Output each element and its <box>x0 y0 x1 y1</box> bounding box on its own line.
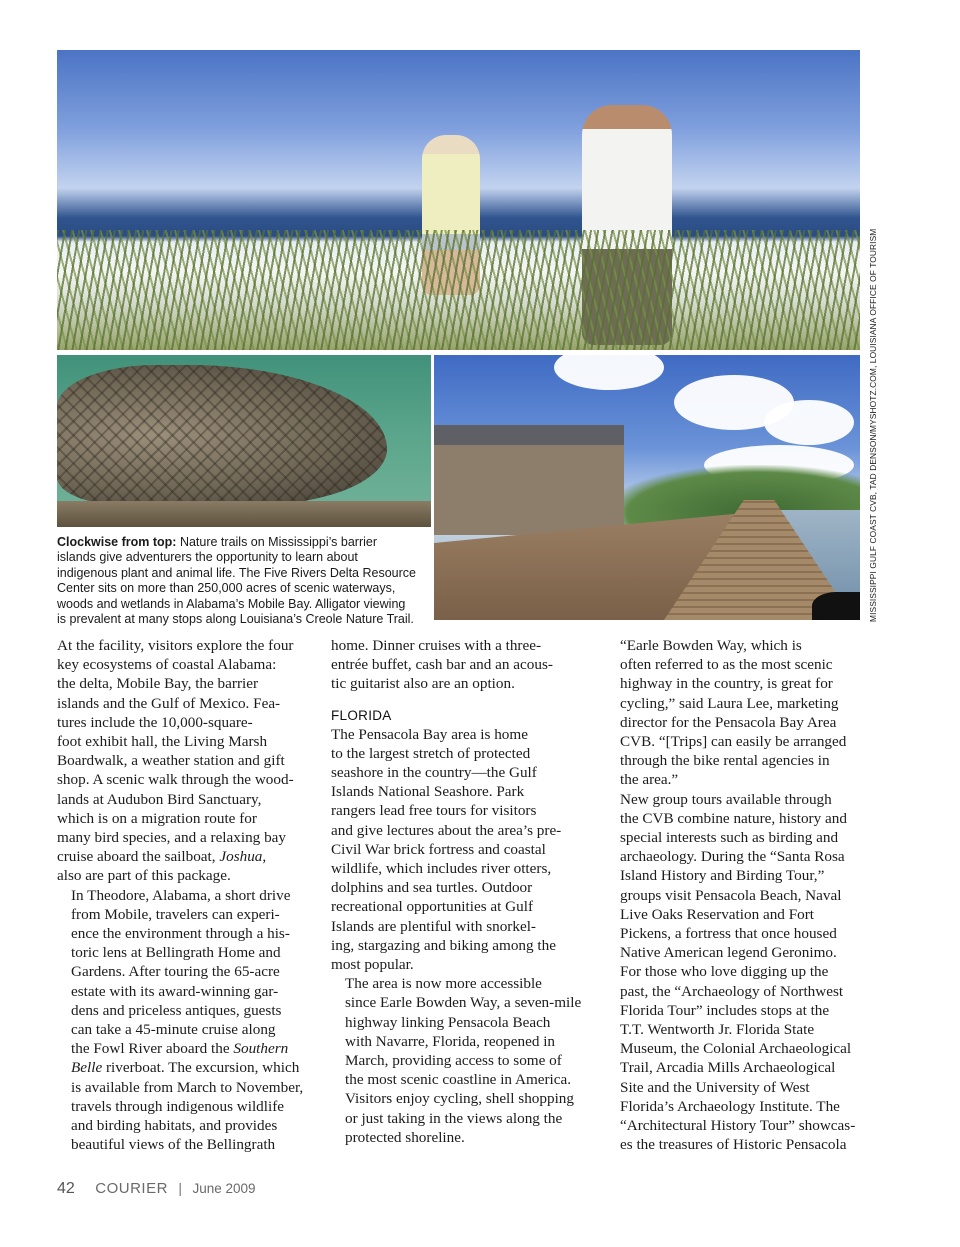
text-line: dolphins and sea turtles. Outdoor <box>331 879 533 897</box>
photo-alligator <box>57 355 431 527</box>
paragraph <box>57 636 307 886</box>
text-line: special interests such as birding and <box>620 829 839 847</box>
text-line: foot exhibit hall, the Living Marsh <box>57 733 268 751</box>
text-line: groups visit Pensacola Beach, Naval <box>620 886 842 904</box>
text-line: “Architectural History Tour” showcas- <box>620 1117 856 1135</box>
text-line: Florida’s Archaeology Institute. The <box>620 1097 840 1115</box>
text-line: recreational opportunities at Gulf <box>331 898 534 916</box>
text-line: Museum, the Colonial Archaeological <box>620 1040 852 1058</box>
text-line: ing, stargazing and biking among the <box>331 936 556 954</box>
article-column-1 <box>57 636 307 1154</box>
text-line: and birding habitats, and provides <box>71 1117 278 1135</box>
alligator-figure <box>57 365 387 505</box>
paragraph <box>331 974 585 1147</box>
text-line: At the facility, visitors explore the four <box>57 637 294 654</box>
caption-line: woods and wetlands in Alabama’s Mobile Bay. Alligator viewing <box>57 596 406 611</box>
text-fragment: the Fowl River aboard the <box>71 1040 234 1058</box>
section-heading-florida: FLORIDA <box>331 707 392 723</box>
text-line: Florida Tour” includes stops at the <box>620 1001 830 1019</box>
text-fragment: , <box>262 848 267 866</box>
text-line <box>57 847 307 866</box>
text-line: the most scenic coastline in America. <box>345 1071 572 1089</box>
resource-center-building <box>434 425 624 535</box>
text-line: Pickens, a fortress that once housed <box>620 925 837 943</box>
text-line: ence the environment through a his- <box>71 925 290 943</box>
text-line: many bird species, and a relaxing bay <box>57 829 286 847</box>
text-line: wildlife, which includes river otters, <box>331 860 552 878</box>
photo-credit: MISSISSIPPI GULF COAST CVB, TAD DENSON/MYSHOTZ.COM, LOUISIANA OFFICE OF TOURISM <box>868 228 878 622</box>
text-line: from Mobile, travelers can experi- <box>71 905 280 923</box>
text-line: through the bike rental agencies in <box>620 752 830 770</box>
photo-caption <box>57 535 429 627</box>
text-line: Trail, Arcadia Mills Archaeological <box>620 1059 836 1077</box>
paragraph <box>57 886 307 1155</box>
sea-oats-grass <box>57 230 860 350</box>
text-line: with Navarre, Florida, reopened in <box>345 1032 556 1050</box>
text-line: also are part of this package. <box>57 867 231 885</box>
text-line: New group tours available through <box>620 790 832 808</box>
photo-resource-center-pier <box>434 355 860 620</box>
text-line: March, providing access to some of <box>345 1052 562 1070</box>
paragraph <box>606 790 860 1155</box>
text-line: often referred to as the most scenic <box>620 656 833 674</box>
text-line <box>57 1058 307 1077</box>
text-line: archaeology. During the “Santa Rosa <box>620 848 845 866</box>
page-number: 42 <box>57 1180 75 1197</box>
text-line: Native American legend Geronimo. <box>620 944 837 962</box>
text-line: director for the Pensacola Bay Area <box>620 713 837 731</box>
text-line: T.T. Wentworth Jr. Florida State <box>620 1021 815 1039</box>
text-line: In Theodore, Alabama, a short drive <box>71 886 291 904</box>
text-line: rangers lead free tours for visitors <box>331 802 537 820</box>
text-line: the CVB combine nature, history and <box>620 809 847 827</box>
text-fragment: riverboat. The excursion, which <box>102 1059 300 1077</box>
text-line: shop. A scenic walk through the wood- <box>57 771 294 789</box>
cloud <box>764 400 854 445</box>
article-column-2 <box>331 636 585 1147</box>
text-line: tures include the 10,000-square- <box>57 713 253 731</box>
caption-line: islands give adventurers the opportunity to learn about <box>57 550 358 565</box>
text-line: lands at Audubon Bird Sanctuary, <box>57 790 262 808</box>
text-line: Islands National Seashore. Park <box>331 783 525 801</box>
text-fragment: cruise aboard the sailboat, <box>57 848 220 866</box>
text-line: Boardwalk, a weather station and gift <box>57 752 285 770</box>
text-line: “Earle Bowden Way, which is <box>620 637 802 654</box>
photo-beach-hikers <box>57 50 860 350</box>
boat-name-italic: Belle <box>71 1059 103 1077</box>
text-line: can take a 45-minute cruise along <box>71 1021 276 1039</box>
log-figure <box>57 501 431 527</box>
text-line: Civil War brick fortress and coastal <box>331 840 546 858</box>
text-line: For those who love digging up the <box>620 963 829 981</box>
text-line: most popular. <box>331 956 414 974</box>
publication-name: COURIER <box>95 1180 168 1197</box>
text-line: entrée buffet, cash bar and an acous- <box>331 656 553 674</box>
text-line: islands and the Gulf of Mexico. Fea- <box>57 694 281 712</box>
text-line: Island History and Birding Tour,” <box>620 867 825 885</box>
text-line: the area.” <box>620 771 679 789</box>
text-line: is available from March to November, <box>71 1078 304 1096</box>
text-line <box>57 1039 307 1058</box>
caption-line: Center sits on more than 250,000 acres of scenic waterways, <box>57 581 396 596</box>
text-line: The area is now more accessible <box>345 975 542 993</box>
text-line: or just taking in the views along the <box>345 1109 563 1127</box>
text-line: seashore in the country—the Gulf <box>331 764 537 782</box>
article-column-3 <box>606 636 860 1154</box>
text-line: es the treasures of Historic Pensacola <box>620 1136 847 1154</box>
text-line: toric lens at Bellingrath Home and <box>71 944 281 962</box>
text-line: estate with its award-winning gar- <box>71 982 279 1000</box>
issue-date: June 2009 <box>192 1181 256 1196</box>
text-line: tic guitarist also are an option. <box>331 675 515 693</box>
text-line: highway linking Pensacola Beach <box>345 1013 551 1031</box>
text-line: which is on a migration route for <box>57 809 257 827</box>
caption-lead: Clockwise from top: <box>57 535 177 549</box>
text-line: beautiful views of the Bellingrath <box>71 1136 276 1154</box>
text-line: travels through indigenous wildlife <box>71 1097 285 1115</box>
text-line: key ecosystems of coastal Alabama: <box>57 656 277 674</box>
text-line: since Earle Bowden Way, a seven-mile <box>345 994 582 1012</box>
footer-separator: | <box>178 1180 183 1196</box>
paragraph <box>331 725 585 975</box>
text-line: cycling,” said Laura Lee, marketing <box>620 694 839 712</box>
caption-line: Nature trails on Mississippi’s barrier <box>176 535 377 549</box>
cloud <box>554 355 664 390</box>
paragraph <box>606 636 860 790</box>
boat-name-italic: Joshua <box>219 848 263 866</box>
text-line: to the largest stretch of protected <box>331 744 531 762</box>
text-line: The Pensacola Bay area is home <box>331 725 528 743</box>
dark-corner <box>812 592 860 620</box>
paragraph <box>331 636 585 694</box>
boat-name-italic: Southern <box>233 1040 289 1058</box>
text-line: Gardens. After touring the 65-acre <box>71 963 280 981</box>
page-footer <box>57 1180 256 1198</box>
text-line: and give lectures about the area’s pre- <box>331 821 562 839</box>
text-line: protected shoreline. <box>345 1128 465 1146</box>
caption-line: is prevalent at many stops along Louisiana’s Creole Nature Trail. <box>57 612 414 627</box>
text-line: the delta, Mobile Bay, the barrier <box>57 675 259 693</box>
text-line: CVB. “[Trips] can easily be arranged <box>620 733 847 751</box>
caption-line: indigenous plant and animal life. The Five Rivers Delta Resource <box>57 565 416 580</box>
text-line: Site and the University of West <box>620 1078 810 1096</box>
text-line: Visitors enjoy cycling, shell shopping <box>345 1090 574 1108</box>
text-line: Live Oaks Reservation and Fort <box>620 905 815 923</box>
text-line: highway in the country, is great for <box>620 675 833 693</box>
text-line: past, the “Archaeology of Northwest <box>620 982 844 1000</box>
text-line: Islands are plentiful with snorkel- <box>331 917 536 935</box>
text-line: dens and priceless antiques, guests <box>71 1001 282 1019</box>
text-line: home. Dinner cruises with a three- <box>331 637 542 654</box>
